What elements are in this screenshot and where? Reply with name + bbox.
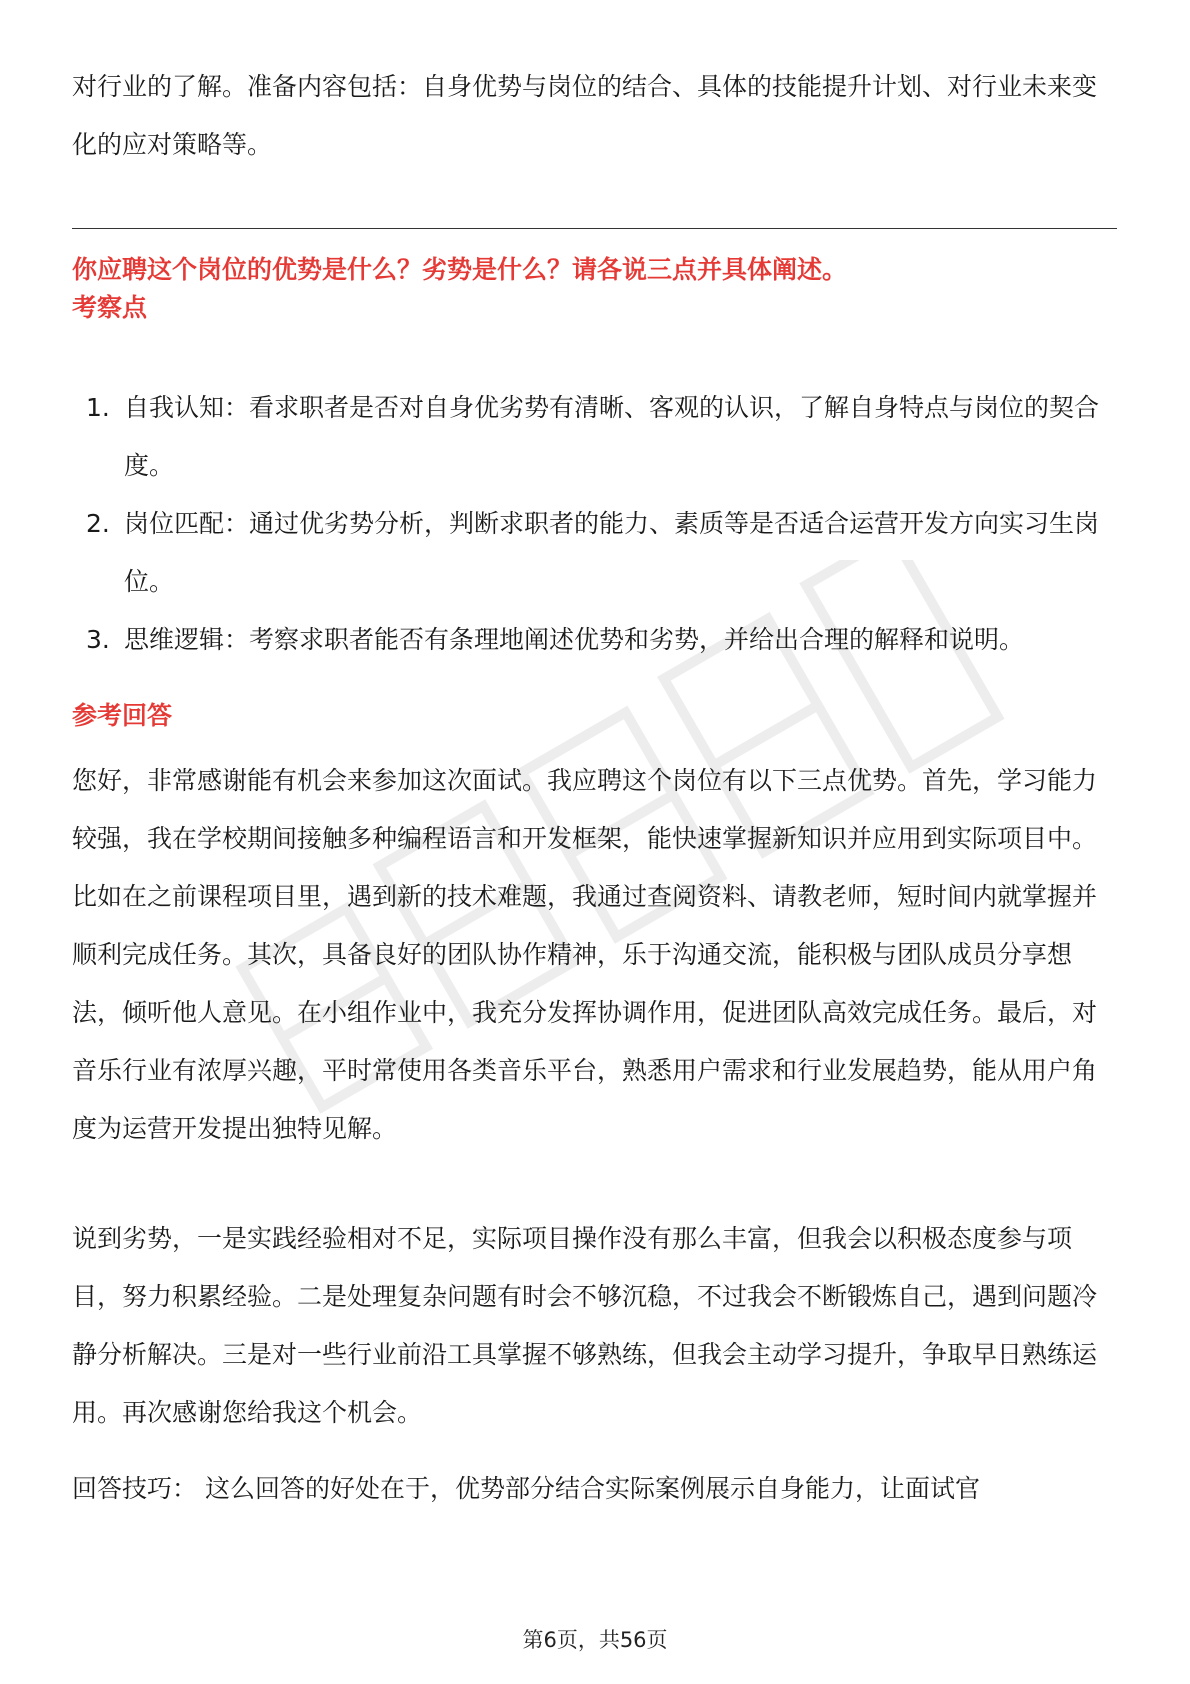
- tips-paragraph: 回答技巧： 这么回答的好处在于，优势部分结合实际案例展示自身能力，让面试官: [72, 1474, 980, 1503]
- page-footer: 第6页，共56页: [522, 1628, 668, 1652]
- list-item: [72, 379, 1117, 495]
- list-item-number: 3.: [86, 625, 110, 654]
- list-item-text: 自我认知：看求职者是否对自身优劣势有清晰、客观的认识，了解自身特点与岗位的契合度。: [124, 393, 1100, 480]
- list-item-text: 思维逻辑：考察求职者能否有条理地阐述优势和劣势，并给出合理的解释和说明。: [124, 625, 1025, 654]
- list-item: [72, 611, 1117, 669]
- answer-paragraph: 说到劣势，一是实践经验相对不足，实际项目操作没有那么丰富，但我会以积极态度参与项目，努力积累经验。二是处理复杂问题有时会不够沉稳，不过我会不断锻炼自己，遇到问题冷静分析解决。三是对一些行业前沿工具掌握不够熟练，但我会主动学习提升，争取早日熟练运用。再次感谢您给我这个机会。: [72, 1224, 1098, 1427]
- answer-label: 参考回答: [72, 701, 173, 730]
- list-item-number: 2.: [86, 509, 110, 538]
- answer-paragraph: 您好，非常感谢能有机会来参加这次面试。我应聘这个岗位有以下三点优势。首先，学习能力较强，我在学校期间接触多种编程语言和开发框架，能快速掌握新知识并应用到实际项目中。比如在之前课程项目里，遇到新的技术难题，我通过查阅资料、请教老师，短时间内就掌握并顺利完成任务。其次，具备良好的团队协作精神，乐于沟通交流，能积极与团队成员分享想法，倾听他人意见。在小组作业中，我充分发挥协调作用，促进团队高效完成任务。最后，对音乐行业有浓厚兴趣，平时常使用各类音乐平台，熟悉用户需求和行业发展趋势，能从用户角度为运营开发提出独特见解。: [72, 766, 1098, 1143]
- intro-paragraph: 对行业的了解。准备内容包括：自身优势与岗位的结合、具体的技能提升计划、对行业未来变化的应对策略等。: [72, 72, 1098, 159]
- list-item-number: 1.: [86, 393, 110, 422]
- list-item-text: 岗位匹配：通过优劣势分析，判断求职者的能力、素质等是否适合运营开发方向实习生岗位。: [124, 509, 1100, 596]
- focus-label: 考察点: [72, 293, 148, 322]
- list-item: [72, 495, 1117, 611]
- focus-list: [72, 379, 1117, 669]
- question-heading: 你应聘这个岗位的优势是什么？劣势是什么？请各说三点并具体阐述。: [72, 255, 848, 284]
- section-divider: [72, 228, 1117, 229]
